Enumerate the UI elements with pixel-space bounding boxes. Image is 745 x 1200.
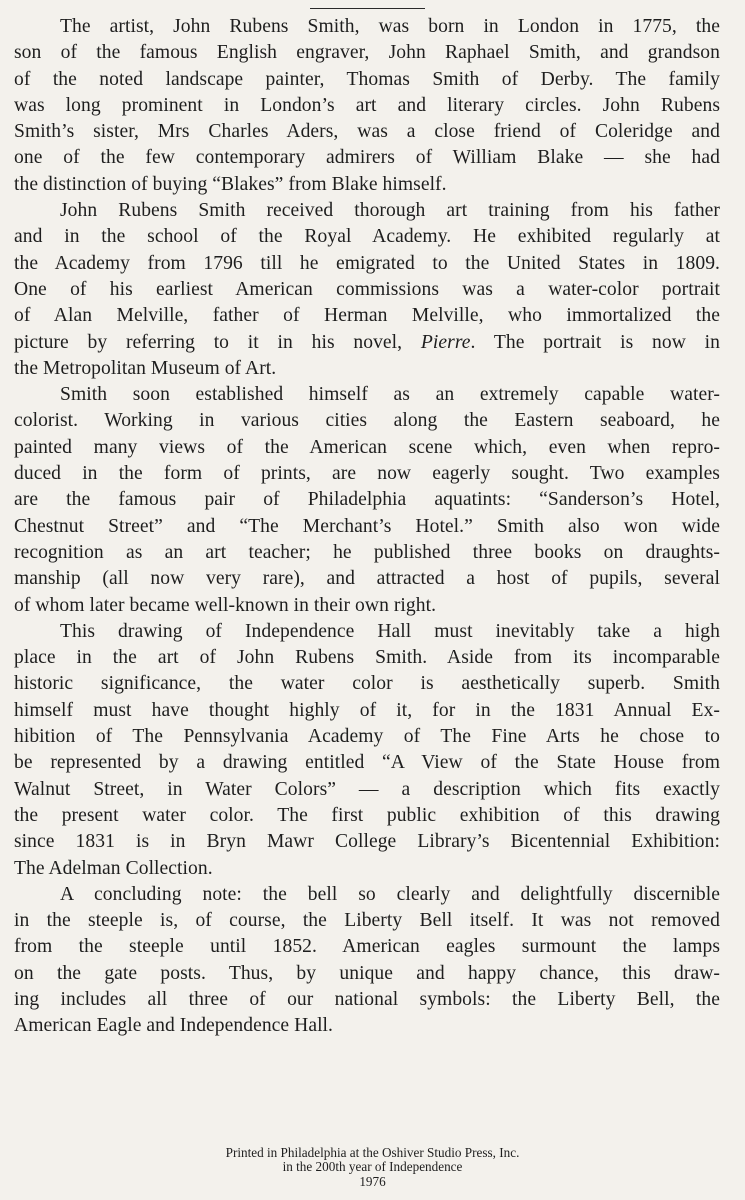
- colophon-year: 1976: [359, 1173, 386, 1189]
- text-line: the distinction of buying “Blakes” from Blake himself.: [14, 173, 447, 195]
- text-line: and in the school of the Royal Academy. He exhibited regularly at: [14, 226, 720, 248]
- paragraph-2: [14, 198, 720, 382]
- text-line: One of his earliest American commissions was a water-color portrait: [14, 278, 720, 300]
- text-line: American Eagle and Independence Hall.: [14, 1015, 334, 1037]
- text-line: Chestnut Street” and “The Merchant’s Hotel.” Smith also won wide: [14, 515, 720, 537]
- text-line: the present water color. The first public exhibition of this drawing: [14, 804, 720, 826]
- text-line: are the famous pair of Philadelphia aquatints: “Sanderson’s Hotel,: [14, 489, 720, 511]
- paragraph-4: [14, 619, 720, 882]
- text-line: in the steeple is, of course, the Liberty Bell itself. It was not removed: [14, 910, 720, 932]
- text-line: duced in the form of prints, are now eagerly sought. Two examples: [14, 463, 720, 485]
- novel-title: Pierre: [420, 331, 471, 353]
- text-line: the Academy from 1796 till he emigrated to the United States in 1809.: [14, 252, 720, 274]
- text-line: of whom later became well-known in their own right.: [14, 594, 437, 616]
- text-line: place in the art of John Rubens Smith. Aside from its incomparable: [14, 647, 720, 669]
- paragraph-3: [14, 382, 720, 619]
- text-line: of the noted landscape painter, Thomas Smith of Derby. The family: [14, 68, 720, 90]
- text-line: the Metropolitan Museum of Art.: [14, 357, 277, 379]
- text-line: A concluding note: the bell so clearly and delightfully discernible: [60, 883, 720, 905]
- colophon-line: in the 200th year of Independence: [282, 1159, 463, 1175]
- text-line: son of the famous English engraver, John Raphael Smith, and grandson: [14, 42, 720, 64]
- colophon-line: Printed in Philadelphia at the Oshiver Studio Press, Inc.: [225, 1145, 520, 1160]
- text-line: hibition of The Pennsylvania Academy of The Fine Arts he chose to: [14, 726, 720, 748]
- text-line: of Alan Melville, father of Herman Melville, who immortalized the: [14, 305, 720, 327]
- text-line: painted many views of the American scene which, even when repro-: [14, 436, 720, 458]
- body-text: [14, 14, 720, 1040]
- text-line: manship (all now very rare), and attracted a host of pupils, several: [14, 568, 720, 590]
- text-line: Smith’s sister, Mrs Charles Aders, was a close friend of Coleridge and: [14, 121, 720, 143]
- text-line: This drawing of Independence Hall must inevitably take a high: [60, 620, 720, 642]
- text-line: from the steeple until 1852. American eagles surmount the lamps: [14, 936, 720, 958]
- text-line: ing includes all three of our national symbols: the Liberty Bell, the: [14, 988, 720, 1010]
- text-line: John Rubens Smith received thorough art training from his father: [60, 200, 720, 222]
- text-line: since 1831 is in Bryn Mawr College Library’s Bicentennial Exhibition:: [14, 831, 720, 853]
- text-line: colorist. Working in various cities along the Eastern seaboard, he: [14, 410, 720, 432]
- text-line: historic significance, the water color is aesthetically superb. Smith: [14, 673, 720, 695]
- text-line: be represented by a drawing entitled “A View of the State House from: [14, 752, 720, 774]
- paragraph-5: [14, 882, 720, 1040]
- colophon: [0, 1146, 745, 1189]
- text-line: The Adelman Collection.: [14, 857, 213, 879]
- text-line: The artist, John Rubens Smith, was born in London in 1775, the: [60, 16, 720, 37]
- text-line: Walnut Street, in Water Colors” — a description which fits exactly: [14, 778, 720, 800]
- text-line: recognition as an art teacher; he published three books on draughts-: [14, 541, 720, 563]
- text-line: was long prominent in London’s art and literary circles. John Rubens: [14, 94, 720, 116]
- top-rule: [310, 8, 425, 9]
- text-line: on the gate posts. Thus, by unique and happy chance, this draw-: [14, 962, 720, 984]
- text-line-with-italic-title: picture by referring to it in his novel, Pierre. The portrait is now in: [14, 331, 720, 353]
- paragraph-1: [14, 14, 720, 198]
- text-line: Smith soon established himself as an extremely capable water-: [60, 384, 720, 406]
- text-line: himself must have thought highly of it, for in the 1831 Annual Ex-: [14, 699, 720, 721]
- text-line: one of the few contemporary admirers of William Blake — she had: [14, 147, 720, 169]
